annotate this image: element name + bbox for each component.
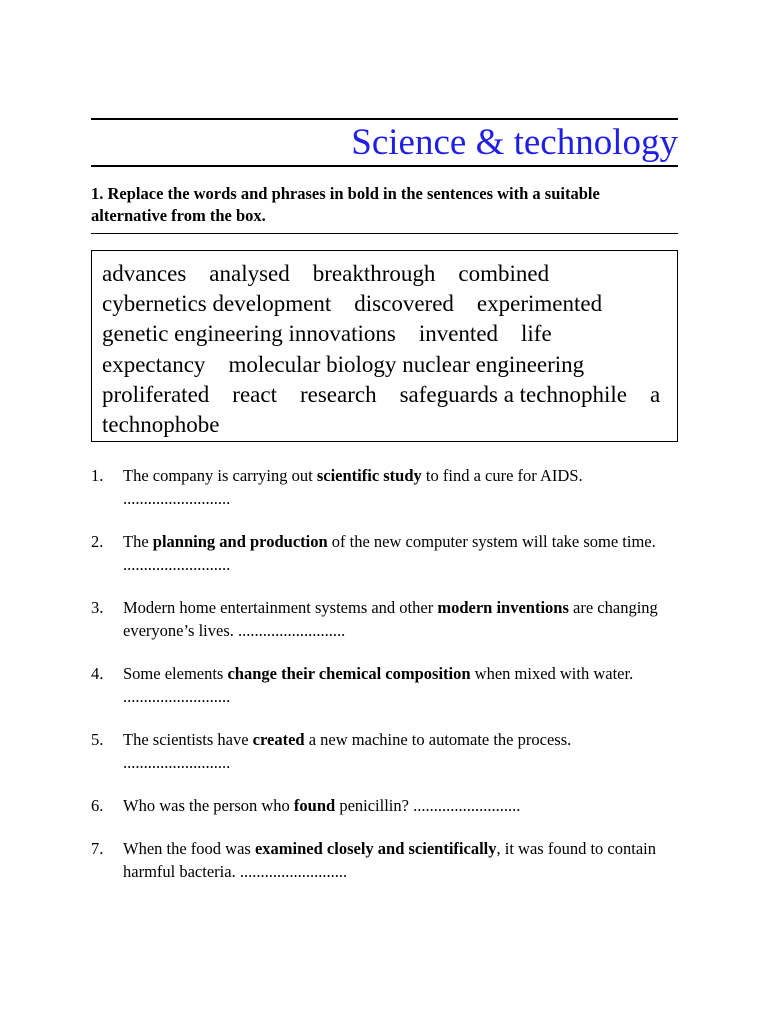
question-text: a new machine to automate the process. .......................... xyxy=(123,730,572,772)
exercise-instruction: 1. Replace the words and phrases in bold in the sentences with a suitable alternative from the box. xyxy=(91,184,600,225)
word-box-item: proliferated xyxy=(102,381,210,407)
bold-phrase: modern inventions xyxy=(437,598,569,617)
bold-phrase: planning and production xyxy=(152,532,328,551)
word-box xyxy=(91,250,678,442)
title-bottom-rule xyxy=(91,165,678,167)
word-box-item: analysed xyxy=(209,261,290,286)
question-text: when mixed with water. .......................... xyxy=(123,664,634,706)
question-number: 5. xyxy=(91,730,104,749)
question-number: 7. xyxy=(91,839,104,858)
word-box-item: a technophile xyxy=(503,381,627,407)
word-box-item: safeguards xyxy=(399,381,498,407)
word-box-item: breakthrough xyxy=(312,261,436,286)
question-text: When the food was xyxy=(123,839,255,858)
question-item xyxy=(91,530,678,576)
word-box-item: react xyxy=(232,381,277,407)
word-box-item: advances xyxy=(102,261,187,286)
question-text: Who was the person who xyxy=(123,796,294,815)
question-item xyxy=(91,728,678,774)
question-number: 6. xyxy=(91,796,104,815)
question-text: The scientists have xyxy=(123,730,253,749)
bold-phrase: examined closely and scientifically xyxy=(254,839,497,858)
question-item xyxy=(91,837,678,883)
word-box-item: life expectancy xyxy=(102,321,558,377)
question-text: of the new computer system will take some time. .......................... xyxy=(123,532,656,574)
question-text: are changing everyone’s lives. .......................... xyxy=(123,598,658,640)
question-item xyxy=(91,464,678,510)
question-text: , it was found to contain harmful bacteria. .......................... xyxy=(123,839,656,881)
question-text: Some elements xyxy=(123,664,228,683)
question-number: 1. xyxy=(91,466,104,485)
question-text: The xyxy=(123,532,153,551)
question-number: 4. xyxy=(91,664,104,683)
question-item xyxy=(91,794,678,817)
question-list xyxy=(91,464,678,903)
question-number: 3. xyxy=(91,598,104,617)
bold-phrase: created xyxy=(252,730,305,749)
word-box-item: innovations xyxy=(288,321,396,347)
word-box-item: cybernetics xyxy=(102,291,207,317)
word-box-item: invented xyxy=(418,321,499,347)
word-box-item: research xyxy=(299,381,377,407)
word-box-item: nuclear engineering xyxy=(402,351,585,377)
bold-phrase: scientific study xyxy=(316,466,422,485)
page-title: Science & technology xyxy=(351,122,678,163)
question-number: 2. xyxy=(91,532,104,551)
word-box-item: discovered xyxy=(354,291,454,317)
word-box-item: development xyxy=(212,291,332,317)
bold-phrase: change their chemical composition xyxy=(227,664,471,683)
question-text: penicillin? .......................... xyxy=(335,796,521,815)
word-box-item: molecular biology xyxy=(228,351,397,377)
question-text: The company is carrying out xyxy=(123,466,317,485)
word-box-item: genetic engineering xyxy=(102,321,283,347)
instruction-rule xyxy=(91,233,678,234)
word-box-item: combined xyxy=(458,261,550,286)
question-text: Modern home entertainment systems and other xyxy=(123,598,438,617)
bold-phrase: found xyxy=(293,796,336,815)
word-box-item: experimented xyxy=(476,291,603,317)
question-item xyxy=(91,662,678,708)
question-item xyxy=(91,596,678,642)
question-text: to find a cure for AIDS. .......................... xyxy=(123,466,583,508)
word-box-item: a technophobe xyxy=(102,381,666,438)
